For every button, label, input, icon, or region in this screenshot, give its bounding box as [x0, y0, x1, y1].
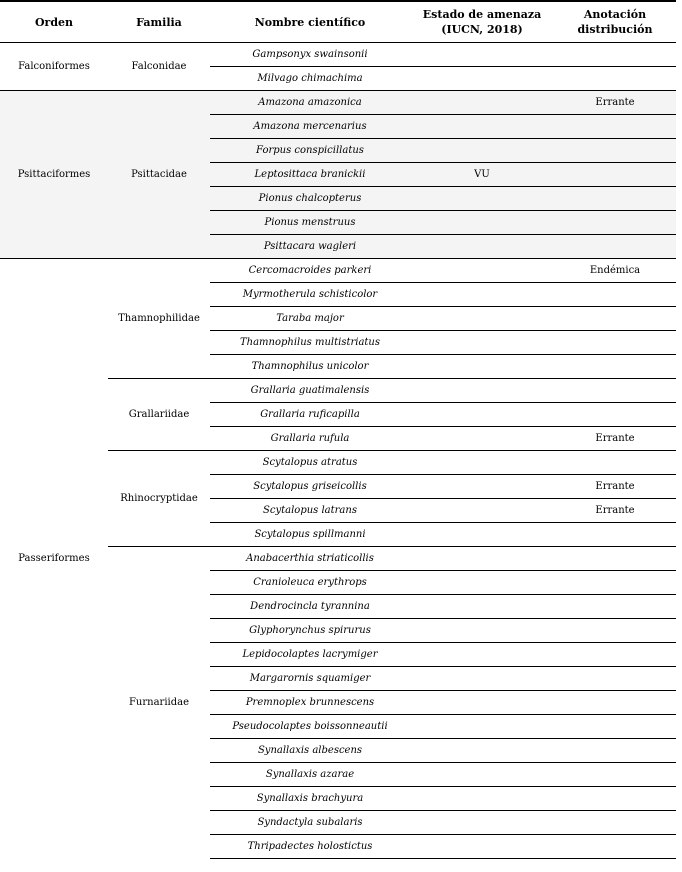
cell-nombre-cientifico: Amazona amazonica	[210, 91, 410, 115]
cell-anotacion-distribucion	[554, 43, 676, 67]
cell-estado-amenaza	[410, 379, 554, 403]
header-nombre-label: Nombre científico	[254, 15, 366, 29]
cell-nombre-cientifico: Pionus menstruus	[210, 211, 410, 235]
cell-nombre-cientifico: Cranioleuca erythrops	[210, 571, 410, 595]
cell-anotacion-distribucion	[554, 691, 676, 715]
cell-estado-amenaza	[410, 43, 554, 67]
cell-familia: Grallariidae	[108, 379, 210, 451]
cell-estado-amenaza	[410, 427, 554, 451]
cell-estado-amenaza	[410, 811, 554, 835]
cell-estado-amenaza	[410, 643, 554, 667]
cell-familia: Thamnophilidae	[108, 259, 210, 379]
cell-anotacion-distribucion	[554, 547, 676, 571]
cell-estado-amenaza	[410, 619, 554, 643]
cell-nombre-cientifico: Syndactyla subalaris	[210, 811, 410, 835]
cell-anotacion-distribucion	[554, 715, 676, 739]
cell-anotacion-distribucion	[554, 571, 676, 595]
cell-nombre-cientifico: Cercomacroides parkeri	[210, 259, 410, 283]
cell-nombre-cientifico: Taraba major	[210, 307, 410, 331]
table-header	[0, 1, 676, 43]
cell-nombre-cientifico: Scytalopus latrans	[210, 499, 410, 523]
cell-anotacion-distribucion	[554, 307, 676, 331]
cell-anotacion-distribucion	[554, 187, 676, 211]
cell-nombre-cientifico: Leptosittaca branickii	[210, 163, 410, 187]
cell-anotacion-distribucion	[554, 739, 676, 763]
table-row	[0, 259, 676, 283]
cell-nombre-cientifico: Scytalopus spillmanni	[210, 523, 410, 547]
cell-nombre-cientifico: Grallaria guatimalensis	[210, 379, 410, 403]
cell-nombre-cientifico: Thamnophilus unicolor	[210, 355, 410, 379]
cell-estado-amenaza	[410, 691, 554, 715]
cell-estado-amenaza	[410, 355, 554, 379]
cell-orden: Passeriformes	[0, 259, 108, 859]
cell-orden: Psittaciformes	[0, 91, 108, 259]
table-row	[0, 91, 676, 115]
cell-anotacion-distribucion	[554, 667, 676, 691]
cell-estado-amenaza	[410, 91, 554, 115]
cell-nombre-cientifico: Thamnophilus multistriatus	[210, 331, 410, 355]
cell-anotacion-distribucion: Errante	[554, 475, 676, 499]
cell-estado-amenaza	[410, 235, 554, 259]
header-orden	[0, 1, 108, 43]
cell-estado-amenaza	[410, 667, 554, 691]
cell-nombre-cientifico: Forpus conspicillatus	[210, 139, 410, 163]
cell-nombre-cientifico: Myrmotherula schisticolor	[210, 283, 410, 307]
cell-estado-amenaza	[410, 307, 554, 331]
header-anotacion-line1: Anotación	[583, 8, 647, 21]
cell-nombre-cientifico: Amazona mercenarius	[210, 115, 410, 139]
cell-anotacion-distribucion	[554, 235, 676, 259]
header-estado-line1: Estado de amenaza	[422, 8, 542, 21]
cell-nombre-cientifico: Pionus chalcopterus	[210, 187, 410, 211]
cell-estado-amenaza	[410, 259, 554, 283]
cell-nombre-cientifico: Scytalopus atratus	[210, 451, 410, 475]
cell-anotacion-distribucion	[554, 139, 676, 163]
cell-anotacion-distribucion	[554, 595, 676, 619]
cell-estado-amenaza	[410, 139, 554, 163]
cell-nombre-cientifico: Thripadectes holostictus	[210, 835, 410, 859]
cell-anotacion-distribucion	[554, 643, 676, 667]
cell-estado-amenaza	[410, 547, 554, 571]
header-anotacion	[554, 1, 676, 43]
cell-anotacion-distribucion	[554, 451, 676, 475]
cell-estado-amenaza	[410, 763, 554, 787]
cell-nombre-cientifico: Margarornis squamiger	[210, 667, 410, 691]
header-orden-label: Orden	[34, 15, 74, 29]
cell-orden: Falconiformes	[0, 43, 108, 91]
header-estado-line2: (IUCN, 2018)	[441, 23, 523, 36]
cell-nombre-cientifico: Premnoplex brunnescens	[210, 691, 410, 715]
cell-estado-amenaza	[410, 211, 554, 235]
cell-anotacion-distribucion	[554, 811, 676, 835]
cell-anotacion-distribucion	[554, 379, 676, 403]
cell-estado-amenaza	[410, 787, 554, 811]
cell-estado-amenaza	[410, 451, 554, 475]
cell-nombre-cientifico: Synallaxis albescens	[210, 739, 410, 763]
cell-nombre-cientifico: Grallaria rufula	[210, 427, 410, 451]
cell-estado-amenaza	[410, 187, 554, 211]
cell-estado-amenaza	[410, 715, 554, 739]
header-nombre	[210, 1, 410, 43]
cell-nombre-cientifico: Synallaxis azarae	[210, 763, 410, 787]
cell-anotacion-distribucion: Errante	[554, 499, 676, 523]
header-estado	[410, 1, 554, 43]
cell-familia: Furnariidae	[108, 547, 210, 859]
table-body	[0, 43, 676, 859]
header-familia	[108, 1, 210, 43]
cell-estado-amenaza	[410, 595, 554, 619]
cell-anotacion-distribucion: Endémica	[554, 259, 676, 283]
cell-anotacion-distribucion	[554, 763, 676, 787]
cell-anotacion-distribucion	[554, 787, 676, 811]
cell-nombre-cientifico: Grallaria ruficapilla	[210, 403, 410, 427]
cell-familia: Psittacidae	[108, 91, 210, 259]
cell-familia: Rhinocryptidae	[108, 451, 210, 547]
cell-nombre-cientifico: Gampsonyx swainsonii	[210, 43, 410, 67]
cell-anotacion-distribucion	[554, 331, 676, 355]
cell-estado-amenaza	[410, 835, 554, 859]
cell-estado-amenaza: VU	[410, 163, 554, 187]
cell-estado-amenaza	[410, 283, 554, 307]
cell-estado-amenaza	[410, 403, 554, 427]
cell-anotacion-distribucion: Errante	[554, 91, 676, 115]
cell-estado-amenaza	[410, 523, 554, 547]
header-anotacion-line2: distribución	[577, 23, 653, 36]
cell-anotacion-distribucion	[554, 619, 676, 643]
cell-nombre-cientifico: Scytalopus griseicollis	[210, 475, 410, 499]
cell-estado-amenaza	[410, 571, 554, 595]
cell-estado-amenaza	[410, 331, 554, 355]
cell-estado-amenaza	[410, 739, 554, 763]
cell-nombre-cientifico: Synallaxis brachyura	[210, 787, 410, 811]
cell-anotacion-distribucion	[554, 523, 676, 547]
cell-nombre-cientifico: Milvago chimachima	[210, 67, 410, 91]
cell-anotacion-distribucion	[554, 67, 676, 91]
cell-estado-amenaza	[410, 499, 554, 523]
cell-estado-amenaza	[410, 67, 554, 91]
cell-anotacion-distribucion	[554, 835, 676, 859]
cell-estado-amenaza	[410, 115, 554, 139]
cell-nombre-cientifico: Lepidocolaptes lacrymiger	[210, 643, 410, 667]
header-familia-label: Familia	[136, 15, 182, 29]
cell-nombre-cientifico: Glyphorynchus spirurus	[210, 619, 410, 643]
cell-anotacion-distribucion	[554, 211, 676, 235]
cell-familia: Falconidae	[108, 43, 210, 91]
cell-nombre-cientifico: Pseudocolaptes boissonneautii	[210, 715, 410, 739]
cell-nombre-cientifico: Dendrocincla tyrannina	[210, 595, 410, 619]
cell-nombre-cientifico: Anabacerthia striaticollis	[210, 547, 410, 571]
cell-anotacion-distribucion	[554, 355, 676, 379]
cell-anotacion-distribucion	[554, 115, 676, 139]
cell-estado-amenaza	[410, 475, 554, 499]
cell-anotacion-distribucion	[554, 283, 676, 307]
cell-anotacion-distribucion: Errante	[554, 427, 676, 451]
table-row	[0, 43, 676, 67]
cell-anotacion-distribucion	[554, 163, 676, 187]
cell-anotacion-distribucion	[554, 403, 676, 427]
cell-nombre-cientifico: Psittacara wagleri	[210, 235, 410, 259]
